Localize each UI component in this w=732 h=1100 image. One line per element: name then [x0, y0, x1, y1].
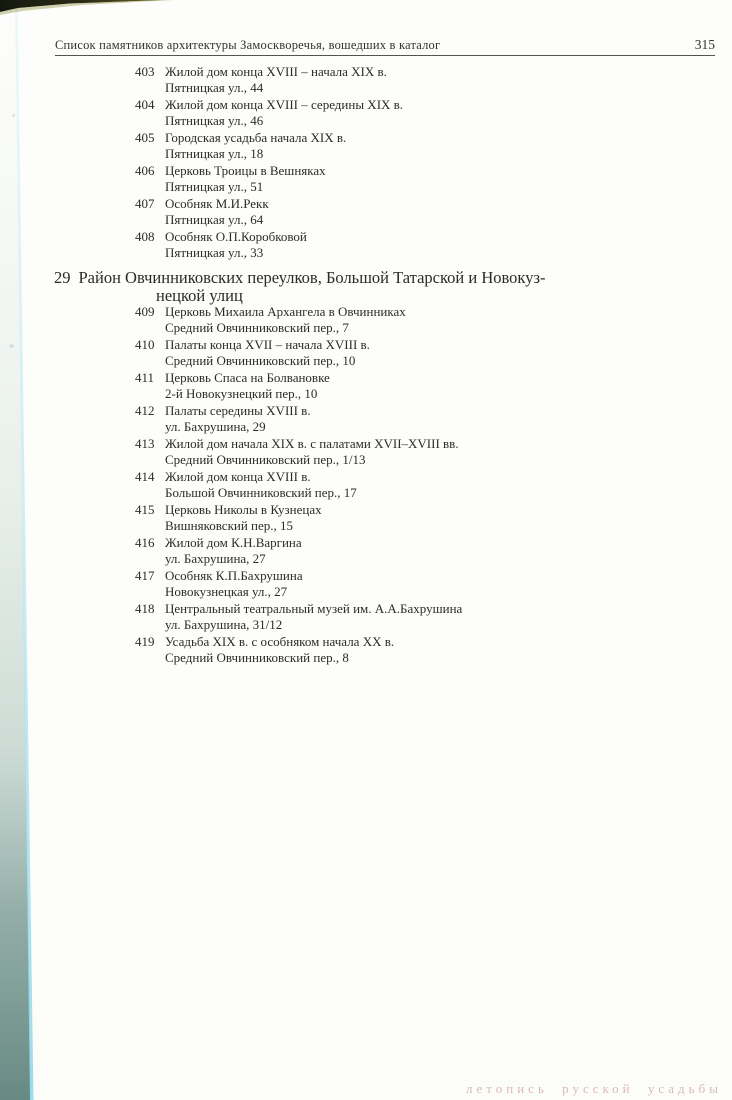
- item-number: 418: [135, 601, 155, 616]
- item-body: [165, 163, 326, 195]
- item-address: Пятницкая ул., 18: [165, 146, 264, 161]
- item-number: 419: [135, 634, 155, 649]
- item-number: 409: [135, 304, 155, 319]
- item-number: 410: [135, 337, 155, 352]
- section-heading-line1: [54, 269, 545, 287]
- section-title-line2: нецкой улиц: [156, 286, 243, 305]
- scan-speck: [12, 114, 15, 117]
- item-body: [165, 337, 370, 369]
- item-number: 405: [135, 130, 155, 145]
- item-address: Пятницкая ул., 33: [165, 245, 264, 260]
- item-number: 406: [135, 163, 155, 178]
- item-number: 412: [135, 403, 155, 418]
- item-title: Особняк К.П.Бахрушина: [165, 568, 303, 583]
- monument-list-top: [135, 64, 705, 262]
- item-number: 416: [135, 535, 155, 550]
- section-number: 29: [54, 268, 71, 287]
- list-item: [135, 568, 705, 600]
- item-address: Пятницкая ул., 64: [165, 212, 264, 227]
- item-number: 411: [135, 370, 155, 385]
- item-number: 408: [135, 229, 155, 244]
- item-address: ул. Бахрушина, 27: [165, 551, 266, 566]
- list-item: [135, 634, 705, 666]
- list-item: [135, 403, 705, 435]
- item-title: Жилой дом конца XVIII в.: [165, 469, 311, 484]
- item-body: [165, 64, 387, 96]
- item-title: Особняк М.И.Рекк: [165, 196, 269, 211]
- page-number: 315: [694, 37, 715, 52]
- item-address: Средний Овчинниковский пер., 1/13: [165, 452, 366, 467]
- list-item: [135, 97, 705, 129]
- section-heading: [54, 269, 545, 305]
- list-item: [135, 502, 705, 534]
- item-body: [165, 97, 403, 129]
- item-title: Палаты середины XVIII в.: [165, 403, 311, 418]
- item-title: Усадьба XIX в. с особняком начала XX в.: [165, 634, 395, 649]
- item-title: Палаты конца XVII – начала XVIII в.: [165, 337, 370, 352]
- item-address: Пятницкая ул., 46: [165, 113, 264, 128]
- item-address: Большой Овчинниковский пер., 17: [165, 485, 357, 500]
- scan-speck: [9, 344, 14, 348]
- running-header-title: Список памятников архитектуры Замоскворечья, вошедших в каталог: [55, 38, 441, 52]
- item-number: 407: [135, 196, 155, 211]
- item-title: Городская усадьба начала XIX в.: [165, 130, 347, 145]
- list-item: [135, 535, 705, 567]
- item-address: 2-й Новокузнецкий пер., 10: [165, 386, 318, 401]
- item-address: Средний Овчинниковский пер., 10: [165, 353, 356, 368]
- list-item: [135, 163, 705, 195]
- list-item: [135, 436, 705, 468]
- item-number: 404: [135, 97, 155, 112]
- item-title: Жилой дом начала XIX в. с палатами XVII–XVIII вв.: [165, 436, 459, 451]
- item-body: [165, 304, 406, 336]
- list-item: [135, 469, 705, 501]
- monument-list-section: [135, 304, 705, 667]
- item-title: Церковь Михаила Архангела в Овчинниках: [165, 304, 406, 319]
- item-address: Средний Овчинниковский пер., 7: [165, 320, 349, 335]
- item-title: Церковь Троицы в Вешняках: [165, 163, 326, 178]
- list-item: [135, 337, 705, 369]
- item-number: 415: [135, 502, 155, 517]
- scan-corner-artifact: [0, 0, 175, 16]
- item-title: Церковь Спаса на Болвановке: [165, 370, 330, 385]
- item-title: Жилой дом конца XVIII – начала XIX в.: [165, 64, 387, 79]
- item-body: [165, 436, 459, 468]
- item-body: [165, 469, 357, 501]
- list-item: [135, 304, 705, 336]
- item-number: 413: [135, 436, 155, 451]
- item-address: Вишняковский пер., 15: [165, 518, 294, 533]
- item-number: 414: [135, 469, 155, 484]
- item-address: ул. Бахрушина, 29: [165, 419, 266, 434]
- list-item: [135, 64, 705, 96]
- list-item: [135, 601, 705, 633]
- item-body: [165, 601, 462, 633]
- scan-left-edge-strip: [0, 0, 36, 1100]
- item-body: [165, 403, 311, 435]
- list-item: [135, 370, 705, 402]
- item-title: Жилой дом К.Н.Варгина: [165, 535, 302, 550]
- item-title: Центральный театральный музей им. А.А.Бахрушина: [165, 601, 463, 616]
- item-body: [165, 370, 330, 402]
- item-address: Средний Овчинниковский пер., 8: [165, 650, 349, 665]
- section-title-line1: Район Овчинниковских переулков, Большой Татарской и Новокуз-: [78, 268, 546, 287]
- item-number: 403: [135, 64, 155, 79]
- item-body: [165, 196, 269, 228]
- item-address: Пятницкая ул., 51: [165, 179, 264, 194]
- item-body: [165, 535, 302, 567]
- list-item: [135, 196, 705, 228]
- list-item: [135, 130, 705, 162]
- item-body: [165, 130, 346, 162]
- running-header: [55, 37, 715, 56]
- item-address: Пятницкая ул., 44: [165, 80, 264, 95]
- item-address: Новокузнецкая ул., 27: [165, 584, 288, 599]
- publisher-watermark: летопись русской усадьбы: [466, 1081, 722, 1096]
- item-body: [165, 502, 322, 534]
- item-title: Жилой дом конца XVIII – середины XIX в.: [165, 97, 404, 112]
- item-address: ул. Бахрушина, 31/12: [165, 617, 283, 632]
- item-title: Церковь Николы в Кузнецах: [165, 502, 322, 517]
- item-number: 417: [135, 568, 155, 583]
- item-body: [165, 568, 303, 600]
- item-title: Особняк О.П.Коробковой: [165, 229, 307, 244]
- list-item: [135, 229, 705, 261]
- item-body: [165, 634, 394, 666]
- item-body: [165, 229, 307, 261]
